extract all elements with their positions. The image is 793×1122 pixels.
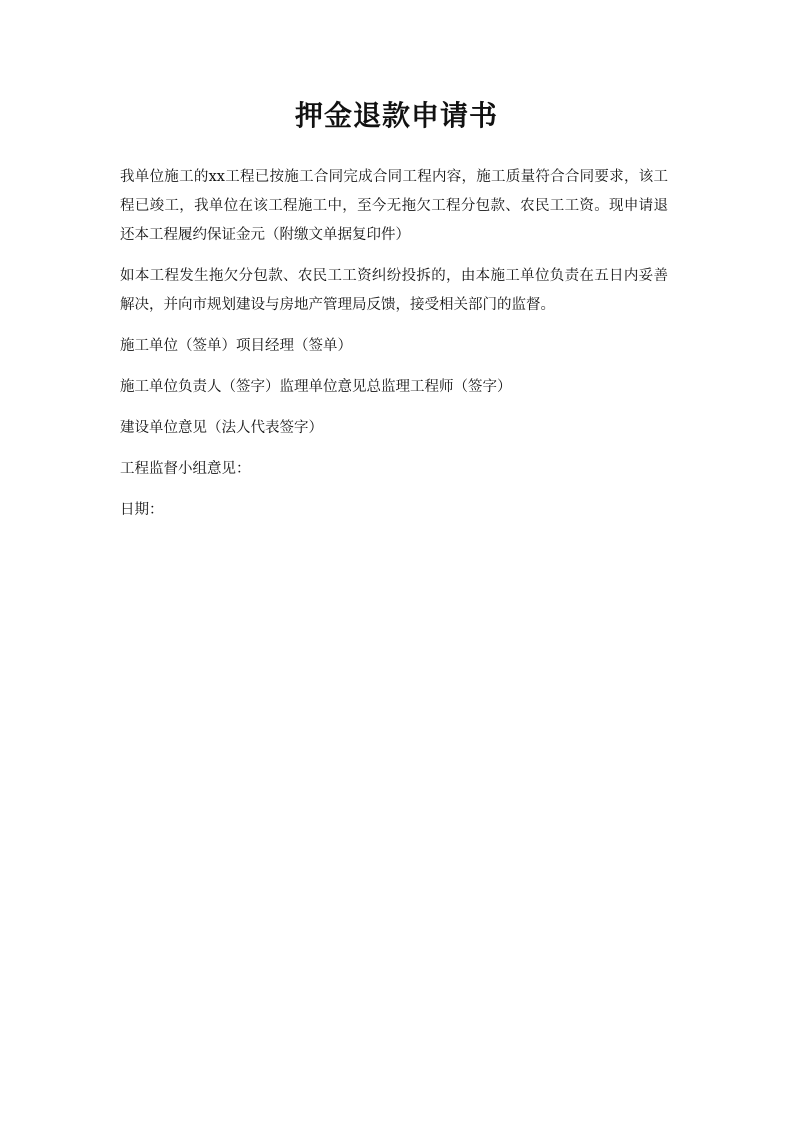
- paragraph-commitment: 如本工程发生拖欠分包款、农民工工资纠纷投拆的，由本施工单位负责在五日内妥善解决，并向市规划建设与房地产管理局反馈，接受相关部门的监督。: [120, 268, 668, 313]
- date-line: 日期：: [120, 502, 164, 518]
- signature-line-supervisor: 施工单位负责人（签字）监理单位意见总监理工程师（签字）: [120, 379, 512, 395]
- document-title: 押金退款申请书: [294, 99, 498, 132]
- paragraph-request: 我单位施工的xx工程已按施工合同完成合同工程内容，施工质量符合合同要求，该工程已竣工，我单位在该工程施工中，至今无拖欠工程分包款、农民工工资。现申请退还本工程履约保证金元（附缴文单据复印件）: [120, 169, 668, 243]
- signature-line-owner: 建设单位意见（法人代表签字）: [120, 420, 323, 436]
- signature-line-inspection-group: 工程监督小组意见：: [120, 461, 251, 477]
- signature-line-contractor: 施工单位（签单）项目经理（签单）: [120, 338, 352, 354]
- document-body: [120, 163, 668, 537]
